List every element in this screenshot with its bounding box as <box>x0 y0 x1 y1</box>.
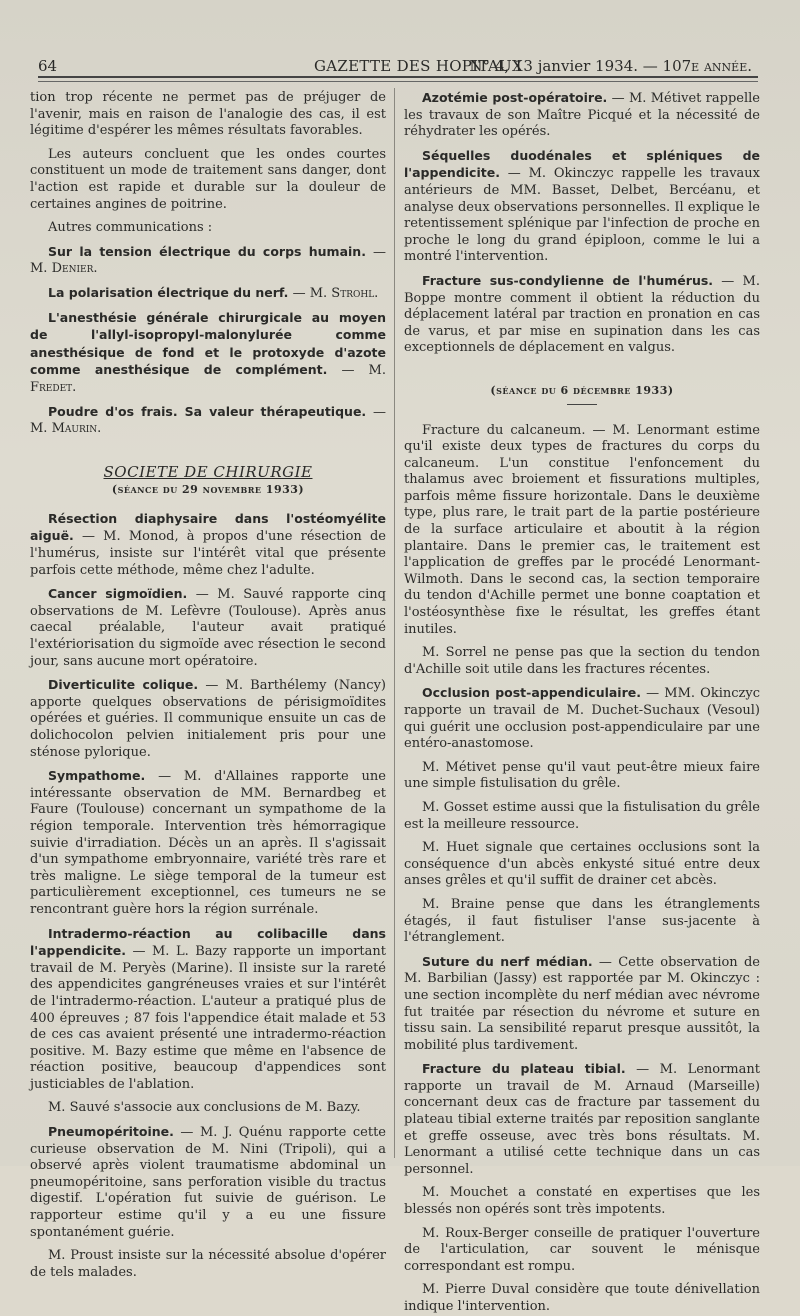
journal-title: GAZETTE DES HOPITAUX <box>314 57 523 75</box>
entry: Suture du nerf médian. — Cette observation de M. Barbilian (Jassy) est rapportée par M. Okinczyc : une section incomplète du nerf médian avec névrome fut traitée par résection du névrome et suture en tissu sain. La sensibilité reparut presque aussitôt, la mobilité plus tardivement. <box>404 953 760 1053</box>
entry: Séquelles duodénales et spléniques de l'appendicite. — M. Okinczyc rappelle les travaux antérieurs de MM. Basset, Delbet, Bercéanu, et analyse deux observations personnelles. Il explique le retentissement splénique par l'infection de proche en proche le long du grand épiploon, comme le lui a montré l'intervention. <box>404 147 760 265</box>
paragraph: M. Métivet pense qu'il vaut peut-être mieux faire une simple fistulisation du grêle. <box>404 759 760 792</box>
entry: Cancer sigmoïdien. — M. Sauvé rapporte cinq observations de M. Lefèvre (Toulouse). Après anus caecal préalable, l'auteur avait pratiqué l'extériorisation du sigmoïde avec résection le second jour, sans aucune mort opératoire. <box>30 586 387 669</box>
paragraph: M. Sorrel ne pense pas que la section du tendon d'Achille soit utile dans les fractures récentes. <box>404 645 760 677</box>
paragraph: M. Braine pense que dans les étranglements étagés, il faut fistuliser l'anse sus-jacente à l'étranglement. <box>404 896 760 946</box>
left-column <box>30 90 387 1280</box>
paragraph: M. Proust insiste sur la nécessité absolue d'opérer de tels malades. <box>30 1248 386 1280</box>
short-rule <box>567 404 597 405</box>
issue-info: N° 4, 13 janvier 1934. — 107e année. <box>469 57 752 75</box>
column-divider <box>394 88 395 1158</box>
entry: Fracture sus-condylienne de l'humérus. — M. Boppe montre comment il obtient la réduction du déplacement latéral par traction en pronation en cas de varus, et par mise en supination dans les cas exceptionnels de déplacement en valgus. <box>404 272 760 356</box>
entry: Sympathome. — M. d'Allaines rapporte une intéressante observation de MM. Bernardbeg et Faure (Toulouse) concernant un sympathome de la région temporale. Intervention très hémorragique suivie d'irradiation. Décès un an après. Il s'agissait d'un sympathome embryonnaire, variété très rare et très maligne. Le siège temporal de la tumeur est particulièrement exceptionnel, ces tumeurs ne se rencontrant guère hors la région surrénale. <box>30 768 386 917</box>
header-rule-thin <box>38 81 758 82</box>
header-rule <box>38 76 758 78</box>
paragraph: M. Roux-Berger conseille de pratiquer l'ouverture de l'articulation, car souvent le ménisque correspondant est rompu. <box>404 1225 760 1274</box>
communication-item: L'anesthésie générale chirurgicale au moyen de l'allyl-isopropyl-malonylurée comme anesthésique de fond et le protoxyde d'azote comme anesthésique de complément. — M. Fredet. <box>30 309 386 395</box>
page-number: 64 <box>38 57 58 75</box>
communication-item: Sur la tension électrique du corps humain. — M. Denier. <box>30 243 386 277</box>
paragraph: M. Huet signale que certaines occlusions sont la conséquence d'un abcès enkysté situé entre deux anses grêles et qu'il suffit de drainer cet abcès. <box>404 840 760 889</box>
page-header <box>38 58 760 74</box>
right-column <box>404 90 760 1314</box>
paragraph: Autres communications : <box>48 220 213 236</box>
entry: Diverticulite colique. — M. Barthélemy (Nancy) apporte quelques observations de périsigmoïdites opérées et guéries. Il communique ensuite un cas de dolichocolon pelvien initialement pris pour une sténose pylorique. <box>30 677 386 760</box>
entry: Pneumopéritoine. — M. J. Quénu rapporte cette curieuse observation de M. Nini (Tripoli), qui a observé après violent traumatisme abdominal un pneumopéritoine, sans perforation visible du tractus digestif. L'opération fut suivie de guérison. Le rapporteur estime qu'il y a eu une fissure spontanément guérie. <box>30 1124 386 1240</box>
paragraph: M. Gosset estime aussi que la fistulisation du grêle est la meilleure ressource. <box>404 799 760 832</box>
seance-date: (séance du 29 novembre 1933) <box>111 483 305 497</box>
entry: Occlusion post-appendiculaire. — MM. Okinczyc rapporte un travail de M. Duchet-Suchaux (Vesoul) qui guérit une occlusion post-appendiculaire par une entéro-anastomose. <box>404 685 760 752</box>
paragraph: tion trop récente ne permet pas de préjuger de l'avenir, mais en raison de l'analogie des cas, il est légitime d'espérer les mêmes résultats favorables. <box>30 90 386 139</box>
communication-item: Poudre d'os frais. Sa valeur thérapeutique. — M. Maurin. <box>30 403 386 437</box>
section-title: SOCIETE DE CHIRURGIE <box>103 462 313 481</box>
entry: Fracture du calcaneum. — M. Lenormant estime qu'il existe deux types de fractures du corps du calcaneum. L'un constitue l'enfoncement du thalamus avec broiement et fissurations multiples, parfois même fissure horizontale. Dans le deuxième type, plus rare, le trait part de la partie postérieure de la surface articulaire et aboutit à la région plantaire. Dans le premier cas, le traitement est l'application de greffes par le procédé Lenormant-Wilmoth. Dans le second cas, la section temporaire du tendon d'Achille permet une bonne coaptation et l'ostéosynthèse fixe le résultat, les greffes étant inutiles. <box>404 422 760 637</box>
entry: Azotémie post-opératoire. — M. Métivet rappelle les travaux de son Maître Picqué et la nécessité de réhydrater les opérés. <box>404 90 760 140</box>
paragraph: Les auteurs concluent que les ondes courtes constituent un mode de traitement sans danger, dont l'action est rapide et durable sur la douleur de certaines angines de poitrine. <box>30 146 386 212</box>
paragraph: M. Mouchet a constaté en expertises que les blessés non opérés sont très impotents. <box>404 1185 760 1218</box>
paragraph: M. Sauvé s'associe aux conclusions de M. Bazy. <box>48 1100 361 1116</box>
seance-date: (séance du 6 décembre 1933) <box>490 383 674 397</box>
communication-item: La polarisation électrique du nerf. — M. Strohl. <box>48 284 379 301</box>
paragraph: M. Pierre Duval considère que toute dénivellation indique l'intervention. <box>404 1282 760 1314</box>
entry: Résection diaphysaire dans l'ostéomyélite aiguë. — M. Monod, à propos d'une résection de l'humérus, insiste sur l'intérêt vital que présente parfois cette méthode, même chez l'adulte. <box>30 510 386 578</box>
entry: Intradermo-réaction au colibacille dans l'appendicite. — M. L. Bazy rapporte un important travail de M. Peryès (Marine). Il insiste sur la rareté des appendicites gangréneuses vraies et sur l'intérêt de l'intradermo-réaction. L'auteur a pratiqué plus de 400 épreuves ; 87 fois l'appendice était malade et 53 de ces cas avaient présenté une intradermo-réaction positive. M. Bazy estime que même en l'absence de réaction positive, beaucoup d'appendices sont justiciables de l'ablation. <box>30 925 386 1092</box>
entry: Fracture du plateau tibial. — M. Lenormant rapporte un travail de M. Arnaud (Marseille) concernant deux cas de fracture par tassement du plateau tibial externe traités par reposition sanglante et greffe osseuse, avec très bons résultats. M. Lenormant a utilisé cette technique dans un cas personnel. <box>404 1061 760 1177</box>
